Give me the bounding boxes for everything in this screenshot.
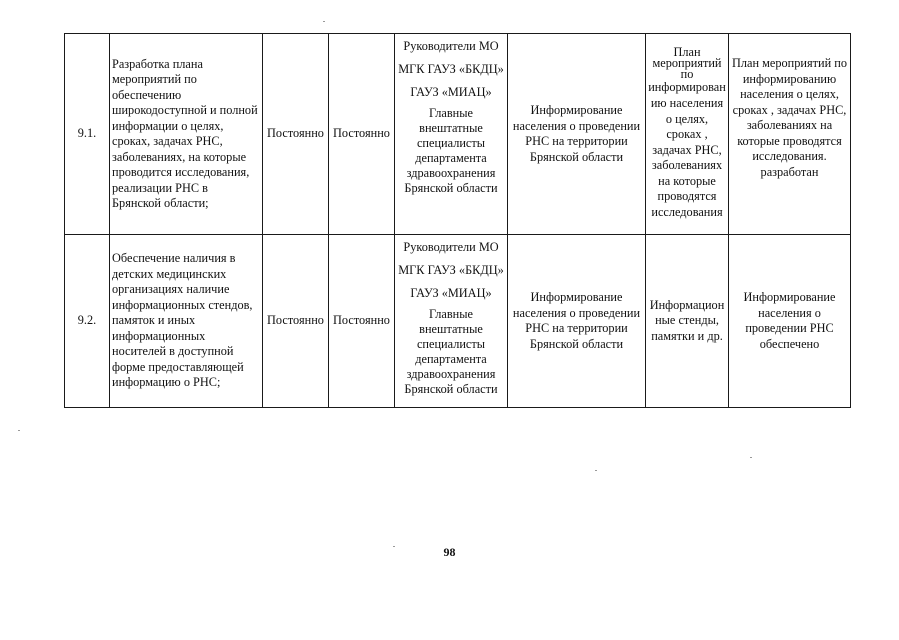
scan-speck: [393, 546, 395, 547]
table-row: [65, 235, 851, 408]
start-term: Постоянно: [263, 34, 329, 235]
row-number: 9.2.: [65, 235, 110, 408]
responsible-parties: [395, 34, 508, 235]
activity-description: Разработка плана мероприятий по обеспечению широкодоступной и полной информации о целях, сроках, задачах РНС, заболеваниях, на которые проводится исследования, реализации РНС в Брянской области;: [110, 34, 263, 235]
row-number: 9.1.: [65, 34, 110, 235]
responsible-line: ГАУЗ «МИАЦ»: [410, 85, 492, 99]
end-term: Постоянно: [329, 235, 395, 408]
scan-speck: [323, 21, 325, 22]
result-heading: План мероприятий по: [652, 45, 722, 82]
responsible-line: МГК ГАУЗ «БКДЦ»: [398, 62, 504, 76]
result-text: информирован ию населения о целях, сроках , задачах РНС, заболеваниях на которые проводятся исследования: [648, 80, 726, 220]
responsible-parties: [395, 235, 508, 408]
table-row: [65, 34, 851, 235]
action-plan-table: [64, 33, 851, 408]
responsible-line: ГАУЗ «МИАЦ»: [410, 286, 492, 300]
responsible-specialists: Главные внештатные специалисты департамента здравоохранения Брянской области: [404, 106, 498, 195]
scan-speck: [750, 457, 752, 458]
activity-goal: Информирование населения о проведении РНС на территории Брянской области: [508, 235, 646, 408]
scan-speck: [18, 430, 20, 431]
page-number: 98: [443, 545, 456, 559]
activity-description: Обеспечение наличия в детских медицинских организациях наличие информационных стендов, памяток и иных информационных носителей в доступной форме предоставляющей информацию о РНС;: [110, 235, 263, 408]
start-term: Постоянно: [263, 235, 329, 408]
end-term: Постоянно: [329, 34, 395, 235]
responsible-specialists: Главные внештатные специалисты департамента здравоохранения Брянской области: [404, 307, 498, 396]
activity-goal: Информирование населения о проведении РНС на территории Брянской области: [508, 34, 646, 235]
scan-speck: [595, 470, 597, 471]
responsible-line: Руководители МО: [403, 39, 499, 53]
expected-result: Информацион ные стенды, памятки и др.: [646, 235, 729, 408]
responsible-line: Руководители МО: [403, 240, 499, 254]
completion-status: План мероприятий по информированию населения о целях, сроках , задачах РНС, заболеваниях на которые проводятся исследования. разработан: [729, 34, 851, 235]
responsible-line: МГК ГАУЗ «БКДЦ»: [398, 263, 504, 277]
expected-result: [646, 34, 729, 235]
completion-status: Информирование населения о проведении РНС обеспечено: [729, 235, 851, 408]
